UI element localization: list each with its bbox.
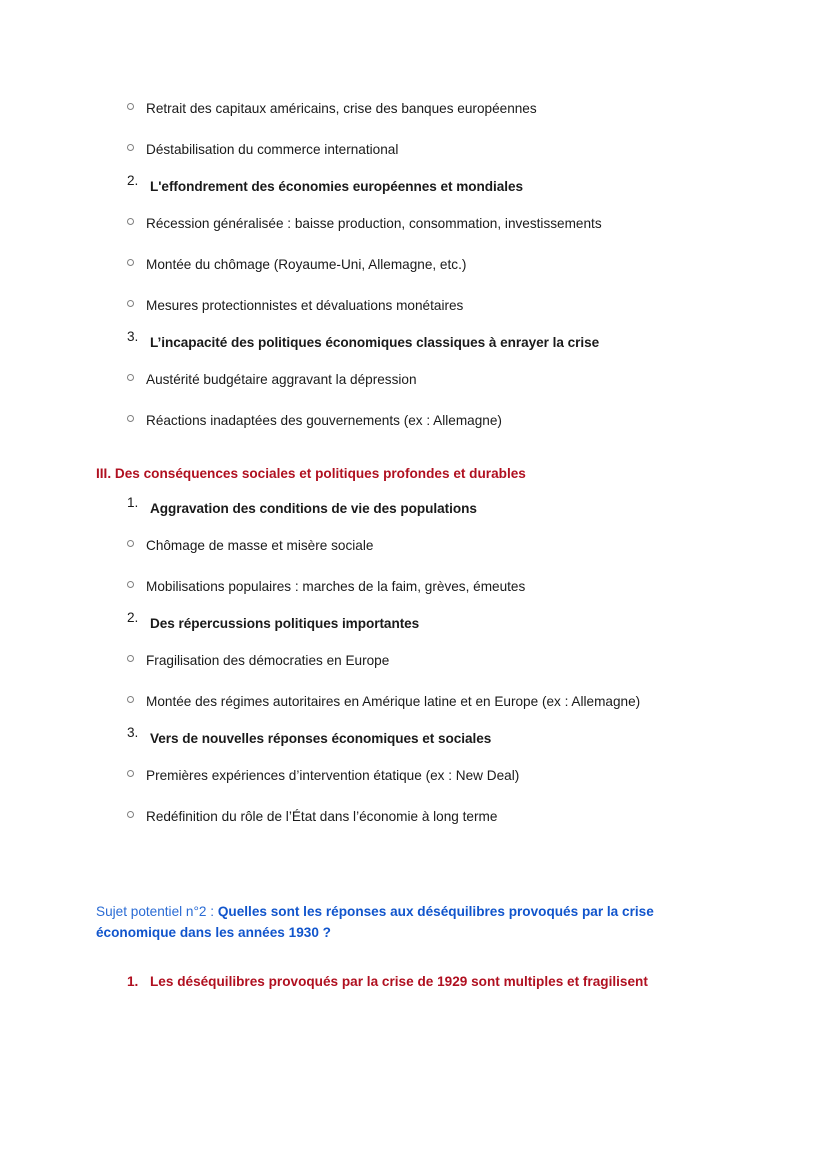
numbered-item-heading: Aggravation des conditions de vie des populations (150, 501, 477, 516)
sub-bullet-list (96, 359, 732, 441)
sub-bullet-list (96, 640, 732, 722)
bullet-text: Premières expériences d’intervention étatique (ex : New Deal) (146, 768, 520, 783)
bullet-circle-icon (127, 581, 134, 588)
list-marker: 2. (127, 173, 139, 188)
bullet-text: Montée des régimes autoritaires en Amérique latine et en Europe (ex : Allemagne) (146, 694, 641, 709)
numbered-item (96, 170, 732, 203)
bullet-circle-icon (127, 374, 134, 381)
list-item (96, 525, 732, 566)
list-item (96, 129, 732, 170)
numbered-item-heading: Vers de nouvelles réponses économiques et sociales (150, 731, 492, 746)
section-three-list-2 (96, 607, 732, 640)
list-marker: 3. (127, 725, 139, 740)
section-three-list-3 (96, 722, 732, 755)
continued-numbered-list-2 (96, 326, 732, 359)
bullet-text: Fragilisation des démocraties en Europe (146, 653, 390, 668)
bullet-circle-icon (127, 655, 134, 662)
bullet-circle-icon (127, 259, 134, 266)
bullet-text: Chômage de masse et misère sociale (146, 538, 374, 553)
bullet-circle-icon (127, 696, 134, 703)
bullet-circle-icon (127, 415, 134, 422)
section-three-list-1 (96, 492, 732, 525)
list-item (96, 796, 732, 837)
bullet-text: Récession généralisée : baisse production, consommation, investissements (146, 216, 602, 231)
bullet-circle-icon (127, 300, 134, 307)
numbered-item (96, 607, 732, 640)
subject-numbered-list (96, 971, 696, 992)
list-item (96, 755, 732, 796)
bullet-circle-icon (127, 770, 134, 777)
numbered-item-heading: Les déséquilibres provoqués par la crise de 1929 sont multiples et fragilisent (150, 974, 648, 989)
list-item (96, 640, 732, 681)
bullet-text: Austérité budgétaire aggravant la dépression (146, 372, 417, 387)
leading-bullet-list (96, 88, 732, 170)
list-marker: 1. (127, 974, 139, 989)
list-item (96, 88, 732, 129)
list-item (96, 681, 732, 722)
numbered-item-heading: L’incapacité des politiques économiques classiques à enrayer la crise (150, 335, 600, 350)
bullet-circle-icon (127, 811, 134, 818)
sub-bullet-list (96, 755, 732, 837)
bullet-circle-icon (127, 103, 134, 110)
subject-question: Quelles sont les réponses aux déséquilibres provoqués par la crise économique dans les années 1930 ? (96, 904, 654, 940)
list-item (96, 244, 732, 285)
bullet-text: Montée du chômage (Royaume-Uni, Allemagne, etc.) (146, 257, 467, 272)
numbered-item (96, 971, 696, 992)
sub-bullet-list (96, 525, 732, 607)
list-item (96, 359, 732, 400)
list-item (96, 203, 732, 244)
spacer (96, 943, 696, 971)
bullet-circle-icon (127, 540, 134, 547)
list-item (96, 400, 732, 441)
sub-bullet-list (96, 203, 732, 326)
list-marker: 3. (127, 329, 139, 344)
subject-block (96, 837, 696, 992)
bullet-circle-icon (127, 144, 134, 151)
list-marker: 2. (127, 610, 139, 625)
bullet-circle-icon (127, 218, 134, 225)
numbered-item-heading: L'effondrement des économies européennes et mondiales (150, 179, 523, 194)
bullet-text: Redéfinition du rôle de l’État dans l’économie à long terme (146, 809, 498, 824)
bullet-text: Mobilisations populaires : marches de la faim, grèves, émeutes (146, 579, 526, 594)
numbered-item (96, 326, 732, 359)
numbered-item (96, 722, 732, 755)
section-heading-three: III. Des conséquences sociales et politiques profondes et durables (96, 466, 526, 481)
list-item (96, 285, 732, 326)
bullet-text: Mesures protectionnistes et dévaluations monétaires (146, 298, 464, 313)
numbered-item (96, 492, 732, 525)
subject-prompt (96, 901, 696, 943)
list-marker: 1. (127, 495, 139, 510)
numbered-item-heading: Des répercussions politiques importantes (150, 616, 420, 631)
list-item (96, 566, 732, 607)
bullet-text: Réactions inadaptées des gouvernements (ex : Allemagne) (146, 413, 502, 428)
bullet-text: Déstabilisation du commerce international (146, 142, 399, 157)
subject-label: Sujet potentiel n°2 : (96, 904, 218, 919)
bullet-text: Retrait des capitaux américains, crise des banques européennes (146, 101, 537, 116)
continued-numbered-list (96, 170, 732, 203)
